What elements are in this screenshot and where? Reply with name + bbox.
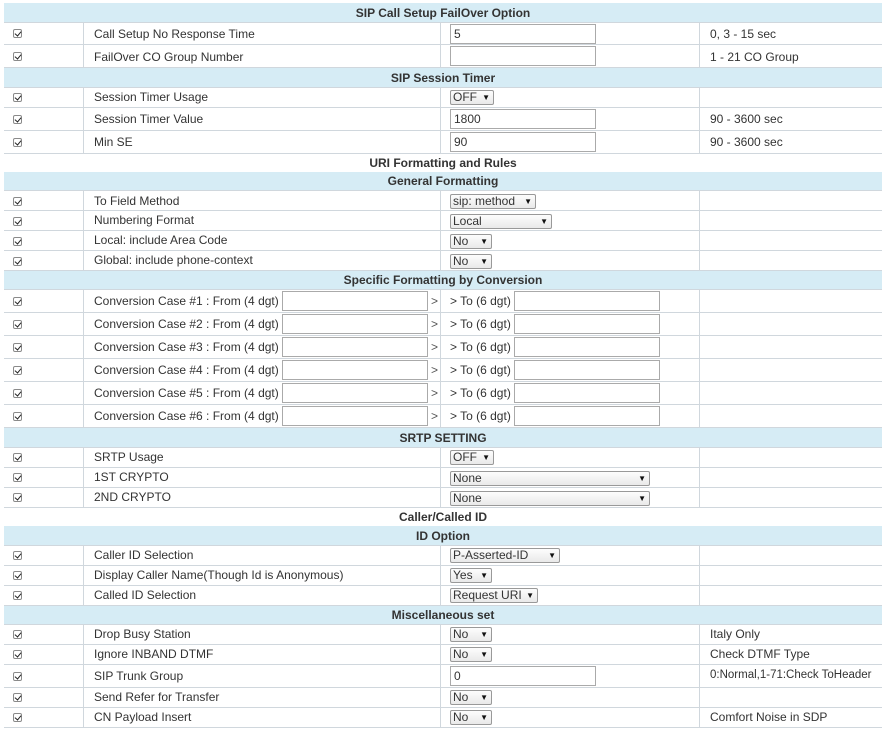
row-called-id-selection xyxy=(4,586,882,606)
dropdown-arrow-icon: ▼ xyxy=(482,453,490,462)
conversion-to-input[interactable] xyxy=(514,291,660,311)
range-hint: Check DTMF Type xyxy=(710,647,810,661)
conversion-to-label: > To (6 dgt) xyxy=(450,386,511,400)
dropdown-arrow-icon: ▼ xyxy=(526,591,534,600)
checkbox-checked-icon[interactable] xyxy=(13,320,22,329)
dropdown-arrow-icon: ▼ xyxy=(524,197,532,206)
session-timer-value-input[interactable] xyxy=(450,109,596,129)
field-label: FailOver CO Group Number xyxy=(94,50,244,64)
conversion-arrow: > xyxy=(431,409,439,423)
section-title: SIP Session Timer xyxy=(390,71,496,85)
row-min-se xyxy=(4,131,882,154)
dropdown-arrow-icon: ▼ xyxy=(480,693,488,702)
section-title: General Formatting xyxy=(387,174,499,188)
checkbox-checked-icon[interactable] xyxy=(13,453,22,462)
conversion-from-label: Conversion Case #4 : From (4 dgt) xyxy=(94,363,279,377)
session-timer-usage-select[interactable]: OFF ▼ xyxy=(450,90,494,105)
row-session-timer-value xyxy=(4,108,882,131)
checkbox-checked-icon[interactable] xyxy=(13,389,22,398)
conversion-to-input[interactable] xyxy=(514,383,660,403)
conversion-from-input[interactable] xyxy=(282,360,428,380)
dropdown-arrow-icon: ▼ xyxy=(480,630,488,639)
local-area-code-select[interactable]: No ▼ xyxy=(450,234,492,249)
field-label: Local: include Area Code xyxy=(94,233,228,247)
row-session-timer-usage xyxy=(4,88,882,108)
field-label: Session Timer Value xyxy=(94,112,204,126)
no-response-time-input[interactable] xyxy=(450,24,596,44)
range-hint: 0, 3 - 15 sec xyxy=(710,27,777,41)
to-field-method-select[interactable]: sip: method ▼ xyxy=(450,194,536,209)
global-phone-context-select[interactable]: No ▼ xyxy=(450,254,492,269)
field-label: SRTP Usage xyxy=(94,450,164,464)
row-srtp-usage xyxy=(4,448,882,468)
checkbox-checked-icon[interactable] xyxy=(13,366,22,375)
checkbox-checked-icon[interactable] xyxy=(13,473,22,482)
conversion-arrow: > xyxy=(431,294,439,308)
conversion-from-label: Conversion Case #1 : From (4 dgt) xyxy=(94,294,279,308)
conversion-to-label: > To (6 dgt) xyxy=(450,363,511,377)
field-label: Global: include phone-context xyxy=(94,253,253,267)
row-conversion-case xyxy=(4,405,882,428)
field-label: SIP Trunk Group xyxy=(94,669,184,683)
field-label: Call Setup No Response Time xyxy=(94,27,255,41)
row-cn-payload-insert xyxy=(4,708,882,728)
dropdown-arrow-icon: ▼ xyxy=(540,217,548,226)
section-header-sip-failover xyxy=(4,3,882,23)
dropdown-arrow-icon: ▼ xyxy=(638,474,646,483)
conversion-to-input[interactable] xyxy=(514,360,660,380)
checkbox-checked-icon[interactable] xyxy=(13,630,22,639)
srtp-usage-select[interactable]: OFF ▼ xyxy=(450,450,494,465)
crypto-2-select[interactable]: None ▼ xyxy=(450,491,650,506)
conversion-from-input[interactable] xyxy=(282,406,428,426)
conversion-to-label: > To (6 dgt) xyxy=(450,294,511,308)
row-crypto-2 xyxy=(4,488,882,508)
row-failover-group xyxy=(4,45,882,68)
range-hint: Italy Only xyxy=(710,627,761,641)
conversion-to-label: > To (6 dgt) xyxy=(450,340,511,354)
range-hint: 90 - 3600 sec xyxy=(710,135,783,149)
row-send-refer-transfer xyxy=(4,688,882,708)
section-header-session-timer xyxy=(4,68,882,88)
checkbox-checked-icon[interactable] xyxy=(13,551,22,560)
row-no-response-time xyxy=(4,23,882,45)
conversion-from-label: Conversion Case #6 : From (4 dgt) xyxy=(94,409,279,423)
section-header-specific xyxy=(4,271,882,290)
section-header-id-option xyxy=(4,526,882,546)
display-caller-name-select[interactable]: Yes ▼ xyxy=(450,568,492,583)
checkbox-checked-icon[interactable] xyxy=(13,115,22,124)
range-hint: 90 - 3600 sec xyxy=(710,112,783,126)
field-label: Numbering Format xyxy=(94,213,195,227)
conversion-from-input[interactable] xyxy=(282,337,428,357)
sip-trunk-group-input[interactable] xyxy=(450,666,596,686)
field-label: Session Timer Usage xyxy=(94,90,209,104)
dropdown-arrow-icon: ▼ xyxy=(480,257,488,266)
send-refer-transfer-select[interactable]: No ▼ xyxy=(450,690,492,705)
section-title: Specific Formatting by Conversion xyxy=(343,273,543,287)
row-sip-trunk-group xyxy=(4,665,882,688)
row-local-area-code xyxy=(4,231,882,251)
checkbox-checked-icon[interactable] xyxy=(13,217,22,226)
checkbox-checked-icon[interactable] xyxy=(13,672,22,681)
section-header-uri xyxy=(4,154,882,172)
drop-busy-station-select[interactable]: No ▼ xyxy=(450,627,492,642)
conversion-arrow: > xyxy=(431,317,439,331)
dropdown-arrow-icon: ▼ xyxy=(548,551,556,560)
checkbox-checked-icon[interactable] xyxy=(13,237,22,246)
conversion-to-label: > To (6 dgt) xyxy=(450,409,511,423)
row-conversion-case xyxy=(4,313,882,336)
field-label: Caller ID Selection xyxy=(94,548,194,562)
ignore-inband-dtmf-select[interactable]: No ▼ xyxy=(450,647,492,662)
field-label: Called ID Selection xyxy=(94,588,197,602)
checkbox-checked-icon[interactable] xyxy=(13,138,22,147)
row-conversion-case xyxy=(4,290,882,313)
cn-payload-insert-select[interactable]: No ▼ xyxy=(450,710,492,725)
conversion-from-input[interactable] xyxy=(282,314,428,334)
conversion-to-input[interactable] xyxy=(514,314,660,334)
checkbox-checked-icon[interactable] xyxy=(13,52,22,61)
conversion-arrow: > xyxy=(431,363,439,377)
dropdown-arrow-icon: ▼ xyxy=(482,93,490,102)
conversion-from-label: Conversion Case #3 : From (4 dgt) xyxy=(94,340,279,354)
section-title: SIP Call Setup FailOver Option xyxy=(355,6,531,20)
row-conversion-case xyxy=(4,382,882,405)
conversion-from-label: Conversion Case #5 : From (4 dgt) xyxy=(94,386,279,400)
row-conversion-case xyxy=(4,359,882,382)
section-title: URI Formatting and Rules xyxy=(369,156,517,170)
checkbox-checked-icon[interactable] xyxy=(13,571,22,580)
section-header-caller-called xyxy=(4,508,882,526)
numbering-format-select[interactable]: Local ▼ xyxy=(450,214,552,229)
row-display-caller-name xyxy=(4,566,882,586)
crypto-1-select[interactable]: None ▼ xyxy=(450,471,650,486)
failover-group-input[interactable] xyxy=(450,46,596,66)
range-hint: 1 - 21 CO Group xyxy=(710,50,799,64)
row-global-phone-context xyxy=(4,251,882,271)
field-label: Display Caller Name(Though Id is Anonymous) xyxy=(94,568,344,582)
checkbox-checked-icon[interactable] xyxy=(13,343,22,352)
checkbox-checked-icon[interactable] xyxy=(13,297,22,306)
checkbox-checked-icon[interactable] xyxy=(13,493,22,502)
conversion-from-label: Conversion Case #2 : From (4 dgt) xyxy=(94,317,279,331)
section-header-misc xyxy=(4,606,882,625)
field-label: 2ND CRYPTO xyxy=(94,490,171,504)
called-id-selection-select[interactable]: Request URI ▼ xyxy=(450,588,538,603)
conversion-arrow: > xyxy=(431,386,439,400)
field-label: Drop Busy Station xyxy=(94,627,191,641)
field-label: To Field Method xyxy=(94,194,180,208)
checkbox-checked-icon[interactable] xyxy=(13,29,22,38)
row-numbering-format xyxy=(4,211,882,231)
checkbox-checked-icon[interactable] xyxy=(13,197,22,206)
row-ignore-inband-dtmf xyxy=(4,645,882,665)
dropdown-arrow-icon: ▼ xyxy=(480,713,488,722)
row-drop-busy-station xyxy=(4,625,882,645)
row-to-field-method xyxy=(4,191,882,211)
checkbox-checked-icon[interactable] xyxy=(13,693,22,702)
conversion-from-input[interactable] xyxy=(282,291,428,311)
checkbox-checked-icon[interactable] xyxy=(13,93,22,102)
row-crypto-1 xyxy=(4,468,882,488)
field-label: CN Payload Insert xyxy=(94,710,192,724)
row-conversion-case xyxy=(4,336,882,359)
conversion-to-label: > To (6 dgt) xyxy=(450,317,511,331)
checkbox-checked-icon[interactable] xyxy=(13,412,22,421)
conversion-to-input[interactable] xyxy=(514,406,660,426)
dropdown-arrow-icon: ▼ xyxy=(480,237,488,246)
field-label: Min SE xyxy=(94,135,133,149)
section-title: SRTP SETTING xyxy=(399,431,487,445)
checkbox-checked-icon[interactable] xyxy=(13,713,22,722)
section-title: Caller/Called ID xyxy=(398,510,488,524)
section-header-general xyxy=(4,172,882,191)
section-header-srtp xyxy=(4,428,882,448)
range-hint: 0:Normal,1-71:Check ToHeader xyxy=(710,669,872,681)
checkbox-checked-icon[interactable] xyxy=(13,257,22,266)
min-se-input[interactable] xyxy=(450,132,596,152)
dropdown-arrow-icon: ▼ xyxy=(638,494,646,503)
checkbox-checked-icon[interactable] xyxy=(13,591,22,600)
section-title: Miscellaneous set xyxy=(391,608,495,622)
range-hint: Comfort Noise in SDP xyxy=(710,710,828,724)
conversion-from-input[interactable] xyxy=(282,383,428,403)
section-title: ID Option xyxy=(416,529,470,543)
checkbox-checked-icon[interactable] xyxy=(13,650,22,659)
field-label: Ignore INBAND DTMF xyxy=(94,647,214,661)
row-caller-id-selection xyxy=(4,546,882,566)
field-label: Send Refer for Transfer xyxy=(94,690,220,704)
conversion-arrow: > xyxy=(431,340,439,354)
field-label: 1ST CRYPTO xyxy=(94,470,169,484)
conversion-to-input[interactable] xyxy=(514,337,660,357)
dropdown-arrow-icon: ▼ xyxy=(480,650,488,659)
caller-id-selection-select[interactable]: P-Asserted-ID ▼ xyxy=(450,548,560,563)
dropdown-arrow-icon: ▼ xyxy=(480,571,488,580)
